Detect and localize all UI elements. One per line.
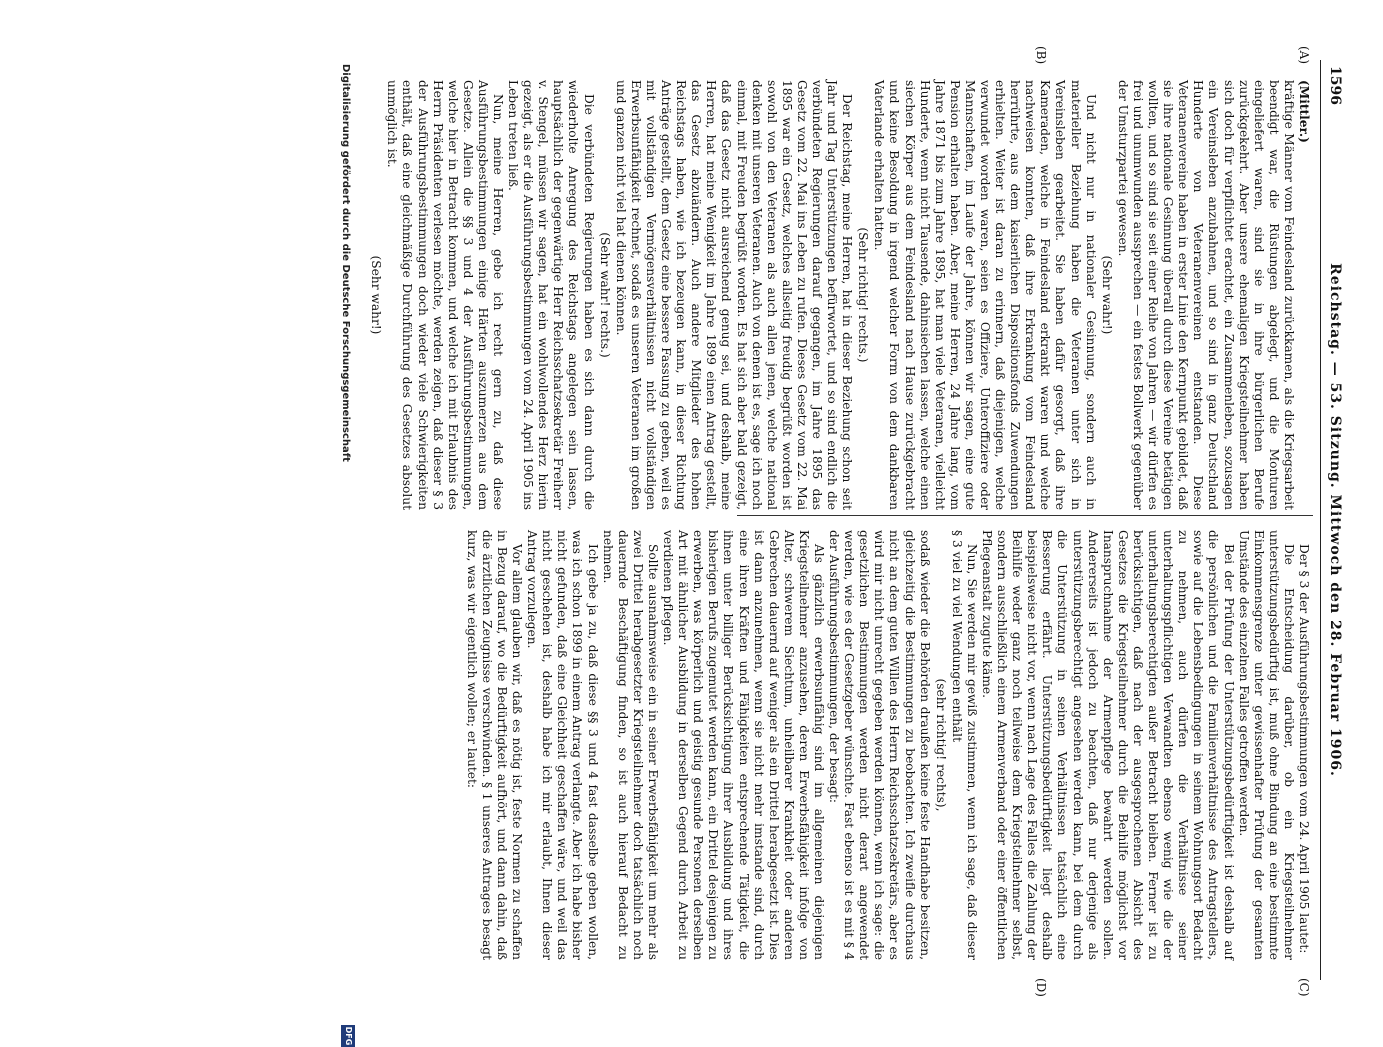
paragraph: Nun, meine Herren, gebe ich recht gern zu, daß diese Ausführungsbestimmungen einige Härten auszumerzen aus dem Gesetze. Allein die §§ 3 und 4 der Ausführungsbestimmungen, welche hier in Betracht kommen, und welche ich mit Erlaubnis des Herrn Präsidenten verlesen möchte, werden zeigen, daß dieser § 3 der Ausführungsbestimmungen doch wieder viele Schwierigkeiten enthält, daß eine gleichmäßige Durchführung des Gesetzes absolut unmöglich ist. xyxy=(385,80,506,510)
margin-mark-b: (B) xyxy=(1034,46,1048,65)
paragraph: sodaß wieder die Behörden draußen keine feste Handhabe besitzen, gleichzeitig die Bestimmungen zu beobachten. Ich zweifle durchaus nicht an dem guten Willen des Herrn Reichsschatzsekretärs, aber es wird mir nicht unrecht gegeben werden können, wenn ich sage: die gesetzlichen Bestimmungen werden nicht derart angewendet werden, wie es der Gesetzgeber wünschte. Fast ebenso ist es mit § 4 der Ausführungsbestimmungen, der besagt: xyxy=(827,530,932,960)
audience-reaction: (Sehr richtig! rechts.) xyxy=(856,227,871,363)
quoted-paragraph: Die Entscheidung darüber, ob ein Kriegsteilnehmer unterstützungsbedürftig ist, muß ohne Bindung an eine bestimmte Einkommensgrenze unter gewissenhafter Prüfung der gesamten Umstände des einzelnen Falles getroffen werden. xyxy=(1236,530,1296,960)
audience-reaction: (Sehr wahr! rechts.) xyxy=(597,232,612,358)
quoted-paragraph: Als gänzlich erwerbsunfähig sind im allgemeinen diejenigen Kriegsteilnehmer anzusehen, deren Erwerbsfähigkeit infolge von Alter, schwerem Siechtum, unheilbarer Krankheit oder anderen Gebrechen dauernd auf weniger als ein Drittel herabgesetzt ist. Dies ist dann anzunehmen, wenn sie nicht mehr imstande sind, durch eine ihren Kräften und Fähigkeiten entsprechende Tätigkeit, die ihnen unter billiger Berücksichtigung ihrer Ausbildung und ihres bisherigen Berufs zugemutet werden kann, ein Drittel desjenigen zu erwerben, was körperlich und geistig gesunde Personen derselben Art mit ähnlicher Ausbildung in derselben Gegend durch Arbeit zu verdienen pflegen. xyxy=(661,530,826,960)
paragraph: Der Reichstag, meine Herren, hat in dieser Beziehung schon seit Jahr und Tag Unterstützungen befürwortet, und so sind endlich die verbündeten Regierungen darauf gegangen, im Jahre 1895 das Gesetz vom 22. Mai ins Leben zu rufen. Dieses Gesetz vom 22. Mai 1895 war ein Gesetz, welches allseitig freudig begrüßt worden ist sowohl von den Veteranen als auch allen jenen, welche national denken mit unseren Veteranen. Auch von denen ist es, sage ich noch einmal, mit Freuden begrüßt worden. Es hat sich aber bald gezeigt, daß das Gesetz nicht ausreichend genug sei, und deshalb, meine Herren, hat meine Wenigkeit im Jahre 1899 einen Antrag gestellt, das Gesetz abzuändern. Auch andere Mitglieder des hohen Reichstags haben, wie ich bezeugen kann, in dieser Richtung Anträge gestellt, dem Gesetz eine bessere Fassung zu geben, weil es mit vollständigen Vermögensverhältnissen nicht vollständigen Erwerbsunfähigkeit rechnet, sodaß es unseren Veteranen im großen und ganzen nicht viel hat dienen können. xyxy=(613,80,855,510)
rotated-document-page xyxy=(20,46,1345,1046)
margin-mark-c: (C) xyxy=(1297,978,1311,997)
paragraph: Nun, Sie werden mir gewiß zustimmen, wenn ich sage, daß dieser § 3 viel zu viel Wendungen enthält xyxy=(949,530,979,960)
audience-reaction: (Sehr wahr!) xyxy=(369,255,384,335)
page-title: Reichstag. — 53. Sitzung. Mittwoch den 28. Februar 1906. xyxy=(1327,263,1343,777)
speaker-tag: (Mittler.) xyxy=(1297,80,1311,143)
margin-mark-a: (A) xyxy=(1297,46,1311,65)
quoted-paragraph: Bei der Prüfung der Unterstützungsbedürftigkeit ist deshalb auf die persönlichen und die Familienverhältnisse des Antragstellers, sowie auf die Lebensbedingungen in seinem Wohnungsort Bedacht zu nehmen, auch dürfen die Verhältnisse seiner unterhaltungspflichtigen Verwandten ebenso wenig wie die der unterhaltungsberechtigten außer Betracht bleiben. Ferner ist zu berücksichtigen, daß nach der ausgesprochenen Absicht des Gesetzes die Kriegsteilnehmer durch die Beihilfe möglichst vor Inanspruchnahme der Armenpflege bewahrt werden sollen. Andererseits ist jedoch zu beachten, daß nur derjenige als unterstützungsberechtigt angesehen werden kann, bei dem durch die Unterstützung in seinen Verhältnissen tatsächlich eine Besserung erfährt. Unterstützungsbedürftigkeit liegt deshalb beispielsweise nicht vor, wenn nach Lage des Falles die Zahlung der Beihilfe weder ganz noch teilweise dem Kriegsteilnehmer selbst, sondern ausschließlich einem Armenverband oder einer öffentlichen Pflegeanstalt zugute käme. xyxy=(980,530,1236,960)
paragraph: Ich gebe ja zu, daß diese §§ 3 und 4 fast dasselbe geben wollen, was ich schon 1899 in einem Antrag verlangte. Aber ich habe bisher nicht gefunden, daß eine Gleichheit geschaffen wäre, und weil das nicht geschehen ist, deshalb habe ich mir erlaubt, Ihnen dieser Antrag vorzulegen. xyxy=(525,530,600,960)
left-text-column xyxy=(369,80,1311,510)
audience-reaction: (sehr richtig! rechts), xyxy=(933,678,948,812)
paragraph: Der § 3 der Ausführungsbestimmungen vom 24. April 1905 lautet: xyxy=(1297,544,1311,954)
paragraph: Die verbündeten Regierungen haben es sich dann durch die wiederholte Anregung des Reichstags angelegen sein lassen, hauptsächlich der gegenwärtige Herr Reichsschatzsekretär Freiherr v. Stengel, müssen wir sagen, hat ein wohlwollendes Herz hierin gezeigt, als er die Ausführungsbestimmungen vom 24. April 1905 ins Leben treten ließ. xyxy=(506,80,596,510)
right-text-column xyxy=(464,530,1311,960)
page-number: 1596 xyxy=(1327,66,1343,105)
digitization-note: Digitalisierung gefördert durch die Deutsche Forschungsgemeinschaft xyxy=(340,64,351,462)
audience-reaction: (Sehr wahr!) xyxy=(1099,255,1114,335)
dfg-logo: DFG xyxy=(341,1025,355,1047)
margin-mark-d: (D) xyxy=(1034,978,1048,997)
page-header xyxy=(1320,60,1345,980)
column-divider xyxy=(737,515,1313,516)
paragraph: Und nicht nur in nationaler Gesinnung, sondern auch in materieller Beziehung haben die Veteranen unter sich in Vereinsleben gearbeitet. Sie haben dafür gesorgt, daß ihre Kameraden, welche in Feindesland erkrankt waren und welche nachweisen konnten, daß ihre Erkrankung vom Feindesland herrührte, aus dem kaiserlichen Dispositionsfonds Zuwendungen erhielten. Weiter ist daran zu erinnern, daß diejenigen, welche verwundet worden waren, seien es Offiziere, Unteroffiziere oder Mannschaften, im Laufe der Jahre, können wir sagen, eine gute Pension erhalten haben. Aber, meine Herren, 24 Jahre lang, vom Jahre 1871 bis zum Jahre 1895, hat man viele Veteranen, vielleicht Hunderte, wenn nicht Tausende, dahinsiechen lassen, welche einen siechen Körper aus dem Feindesland nach Hause zurückgebracht und keine Besoldung in irgend welcher Form von dem dankbaren Vaterlande erhalten hatten. xyxy=(872,80,1098,510)
paragraph: Vor allem glauben wir, daß es nötig ist, feste Normen zu schaffen in Bezug darauf, wo die Bedürftigkeit aufhört, und dann dahin, daß die ärztlichen Zeugnisse verschwinden. § 1 unseres Antrages besagt kurz, was wir eigentlich wollen; er lautet: xyxy=(464,530,525,960)
paragraph: kräftige Männer vom Feindesland zurückkamen, als die Kriegsarbeit beendigt war, die Rüstungen abgelegt, und die Monturen eingeliefert waren, sind sie in ihre bürgerlichen Berufe zurückgekehrt. Aber unsere ehemaligen Kriegsteilnehmer haben sich doch für verpflichtet erachtet, ein Zusammenleben, sozusagen ein Vereinsleben anzubahnen, und so sind in ganz Deutschland Hunderte von Veteranenvereinen entstanden. Diese Veteranenvereine haben in erster Linie den Kernpunkt gebildet, daß sie ihre nationale Gesinnung überall durch diese Vereine betätigen wollten, und so sind sie seit einer Reihe von Jahren — wir dürfen es frei und unumwunden aussprechen — ein festes Bollwerk gegenüber der Umsturzpartei gewesen. xyxy=(1115,80,1296,510)
quoted-paragraph: Sollte ausnahmsweise ein in seiner Erwerbsfähigkeit um mehr als zwei Drittel herabgesetzter Kriegsteilnehmer doch tatsächlich noch dauernde Beschäftigung finden, so ist auch hierauf Bedacht zu nehmen. xyxy=(600,530,660,960)
